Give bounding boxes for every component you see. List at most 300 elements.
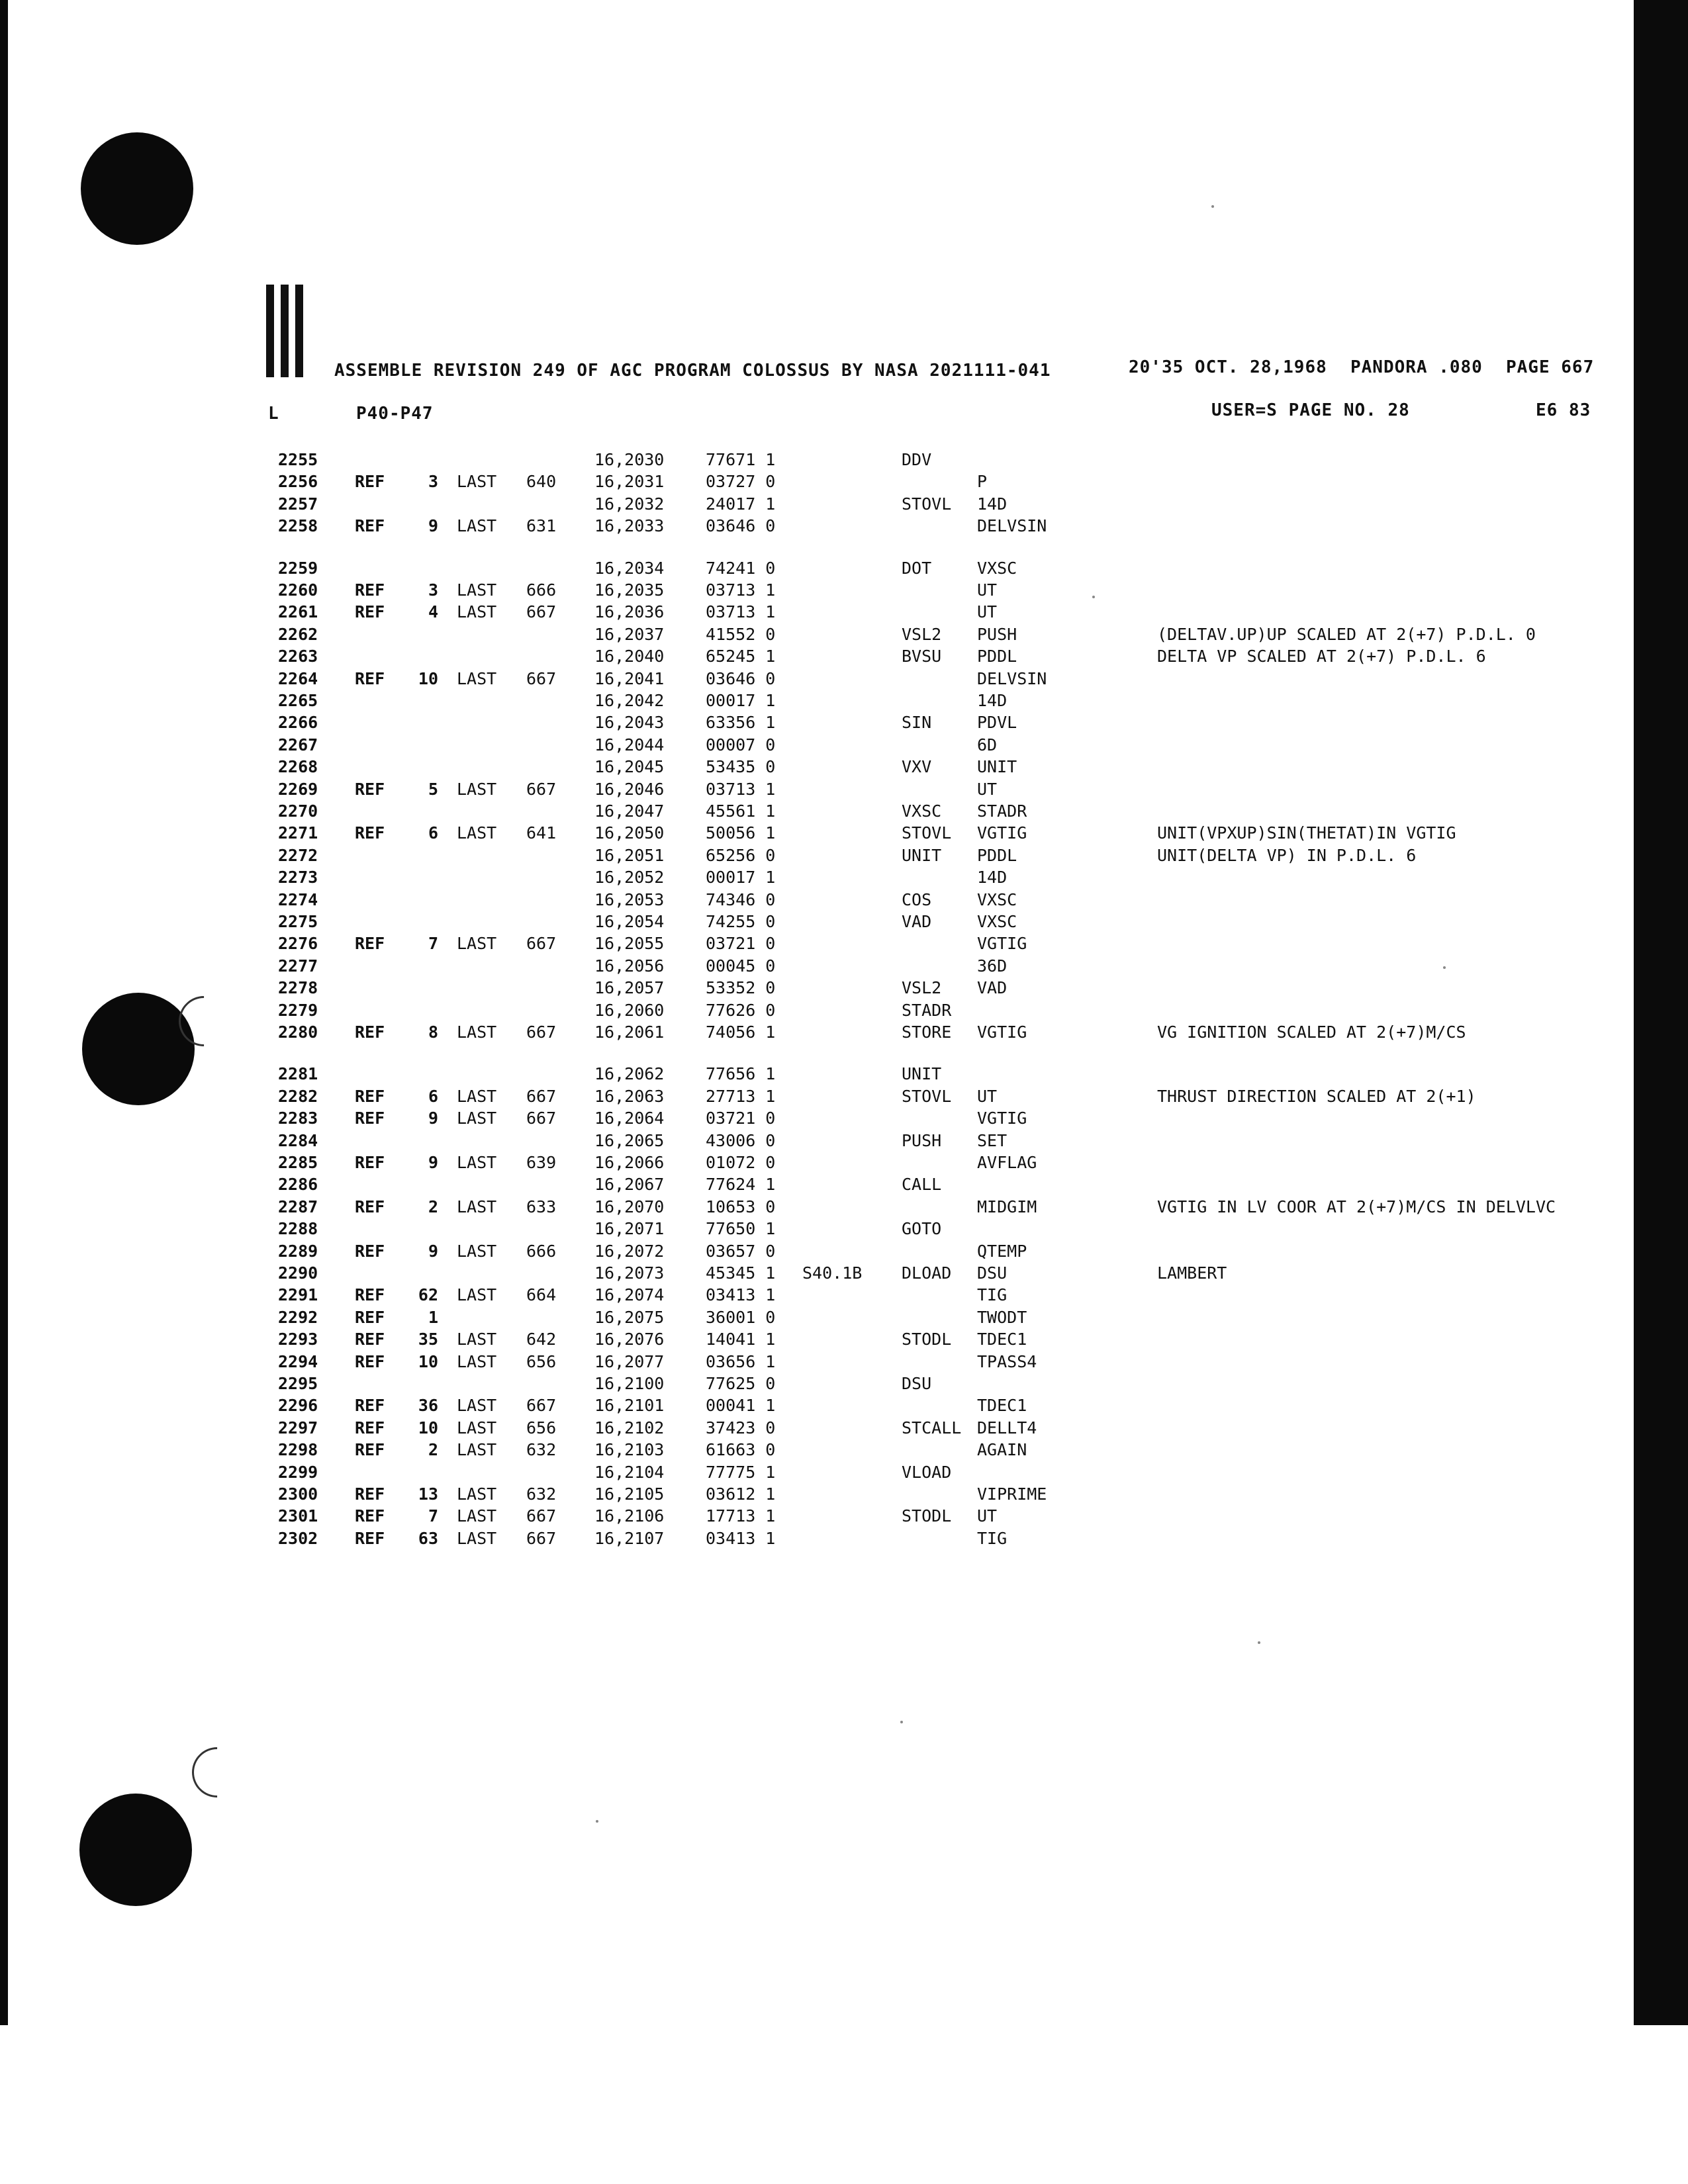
last-marker: LAST — [457, 823, 497, 843]
line-number: 2275 — [278, 912, 318, 931]
octal-word: 74255 0 — [706, 912, 776, 931]
octal-word: 45561 1 — [706, 801, 776, 821]
operand: 36D — [977, 956, 1008, 976]
line-number: 2259 — [278, 558, 318, 578]
opcode: DSU — [902, 1374, 932, 1393]
opcode: SIN — [902, 713, 932, 733]
scan-speck — [1258, 1641, 1260, 1644]
last-marker: LAST — [457, 1418, 497, 1437]
ref-count: 4 — [428, 602, 438, 622]
last-marker: LAST — [457, 934, 497, 954]
opcode: VSL2 — [902, 624, 942, 644]
last-page: 666 — [526, 580, 557, 600]
address: 16,2107 — [594, 1528, 665, 1548]
address: 16,2075 — [594, 1307, 665, 1327]
line-number: 2279 — [278, 1000, 318, 1020]
last-page: 656 — [526, 1351, 557, 1371]
ref-count: 2 — [428, 1440, 438, 1460]
operand: PDDL — [977, 647, 1017, 666]
operand: VGTIG — [977, 823, 1027, 843]
last-marker: LAST — [457, 1330, 497, 1349]
opcode: UNIT — [902, 845, 942, 865]
last-marker: LAST — [457, 779, 497, 799]
ref-marker: REF — [355, 1307, 385, 1327]
operand: SET — [977, 1130, 1008, 1150]
last-page: 641 — [526, 823, 557, 843]
ref-marker: REF — [355, 1396, 385, 1416]
comment: THRUST DIRECTION SCALED AT 2(+1) — [1157, 1086, 1476, 1106]
address: 16,2062 — [594, 1064, 665, 1084]
address: 16,2035 — [594, 580, 665, 600]
octal-word: 03713 1 — [706, 602, 776, 622]
left-marker: L — [268, 404, 279, 424]
address: 16,2046 — [594, 779, 665, 799]
opcode: STCALL — [902, 1418, 962, 1437]
address: 16,2036 — [594, 602, 665, 622]
last-marker: LAST — [457, 1528, 497, 1548]
last-page: 667 — [526, 1528, 557, 1548]
operand: 14D — [977, 691, 1008, 710]
address: 16,2031 — [594, 472, 665, 492]
ref-marker: REF — [355, 472, 385, 492]
last-page: 667 — [526, 934, 557, 954]
octal-word: 77624 1 — [706, 1175, 776, 1195]
opcode: GOTO — [902, 1219, 942, 1239]
line-number: 2276 — [278, 934, 318, 954]
line-number: 2292 — [278, 1307, 318, 1327]
opcode: STOVL — [902, 1086, 952, 1106]
octal-word: 61663 0 — [706, 1440, 776, 1460]
octal-word: 03713 1 — [706, 779, 776, 799]
octal-word: 65245 1 — [706, 647, 776, 666]
octal-word: 00045 0 — [706, 956, 776, 976]
octal-word: 03656 1 — [706, 1351, 776, 1371]
octal-word: 03646 0 — [706, 668, 776, 688]
line-number: 2260 — [278, 580, 318, 600]
address: 16,2061 — [594, 1023, 665, 1042]
last-page: 664 — [526, 1285, 557, 1305]
octal-word: 24017 1 — [706, 494, 776, 514]
operand: UNIT — [977, 757, 1017, 777]
last-marker: LAST — [457, 1351, 497, 1371]
ref-marker: REF — [355, 602, 385, 622]
line-number: 2294 — [278, 1351, 318, 1371]
address: 16,2101 — [594, 1396, 665, 1416]
address: 16,2104 — [594, 1462, 665, 1482]
address: 16,2106 — [594, 1506, 665, 1526]
punch-hole-top — [81, 132, 193, 245]
line-number: 2264 — [278, 668, 318, 688]
octal-word: 50056 1 — [706, 823, 776, 843]
octal-word: 27713 1 — [706, 1086, 776, 1106]
ref-count: 2 — [428, 1197, 438, 1216]
line-number: 2298 — [278, 1440, 318, 1460]
ref-count: 63 — [418, 1528, 438, 1548]
operand: PUSH — [977, 624, 1017, 644]
opcode: VLOAD — [902, 1462, 952, 1482]
ref-marker: REF — [355, 1241, 385, 1261]
opcode: BVSU — [902, 647, 942, 666]
octal-word: 43006 0 — [706, 1130, 776, 1150]
scan-speck — [1211, 205, 1214, 208]
last-page: 667 — [526, 1023, 557, 1042]
address: 16,2065 — [594, 1130, 665, 1150]
revision-code: E6 83 — [1536, 400, 1591, 420]
octal-word: 63356 1 — [706, 713, 776, 733]
octal-word: 74346 0 — [706, 889, 776, 909]
opcode: PUSH — [902, 1130, 942, 1150]
punch-hole-bottom — [79, 1794, 192, 1906]
operand: VXSC — [977, 558, 1017, 578]
operand: DELLT4 — [977, 1418, 1037, 1437]
operand: TPASS4 — [977, 1351, 1037, 1371]
opcode: VAD — [902, 912, 932, 931]
comment: (DELTAV.UP)UP SCALED AT 2(+7) P.D.L. 0 — [1157, 624, 1536, 644]
octal-word: 03713 1 — [706, 580, 776, 600]
operand: UT — [977, 602, 998, 622]
line-number: 2266 — [278, 713, 318, 733]
line-number: 2273 — [278, 868, 318, 887]
address: 16,2056 — [594, 956, 665, 976]
scan-speck — [1443, 966, 1446, 969]
operand: VGTIG — [977, 1023, 1027, 1042]
last-marker: LAST — [457, 472, 497, 492]
ref-count: 7 — [428, 934, 438, 954]
line-number: 2291 — [278, 1285, 318, 1305]
ref-marker: REF — [355, 1351, 385, 1371]
line-number: 2284 — [278, 1130, 318, 1150]
octal-word: 74056 1 — [706, 1023, 776, 1042]
ref-marker: REF — [355, 1153, 385, 1172]
opcode: CALL — [902, 1175, 942, 1195]
address: 16,2037 — [594, 624, 665, 644]
address: 16,2050 — [594, 823, 665, 843]
ref-count: 62 — [418, 1285, 438, 1305]
address: 16,2052 — [594, 868, 665, 887]
line-number: 2300 — [278, 1484, 318, 1504]
octal-word: 53435 0 — [706, 757, 776, 777]
octal-word: 41552 0 — [706, 624, 776, 644]
operand: TIG — [977, 1528, 1008, 1548]
octal-word: 00017 1 — [706, 868, 776, 887]
address: 16,2103 — [594, 1440, 665, 1460]
address: 16,2064 — [594, 1109, 665, 1128]
ref-count: 10 — [418, 668, 438, 688]
line-number: 2255 — [278, 450, 318, 469]
last-marker: LAST — [457, 1440, 497, 1460]
line-number: 2267 — [278, 735, 318, 754]
last-marker: LAST — [457, 1241, 497, 1261]
hole-mark-bottom — [181, 1737, 252, 1807]
ref-count: 36 — [418, 1396, 438, 1416]
operand: UT — [977, 1086, 998, 1106]
address: 16,2100 — [594, 1374, 665, 1393]
octal-word: 03721 0 — [706, 1109, 776, 1128]
last-marker: LAST — [457, 1484, 497, 1504]
operand: VXSC — [977, 912, 1017, 931]
line-number: 2288 — [278, 1219, 318, 1239]
comment: VGTIG IN LV COOR AT 2(+7)M/CS IN DELVLVC — [1157, 1197, 1556, 1216]
ref-count: 7 — [428, 1506, 438, 1526]
ref-count: 6 — [428, 1086, 438, 1106]
address: 16,2063 — [594, 1086, 665, 1106]
line-number: 2280 — [278, 1023, 318, 1042]
opcode: DLOAD — [902, 1263, 952, 1283]
address: 16,2066 — [594, 1153, 665, 1172]
comment: UNIT(DELTA VP) IN P.D.L. 6 — [1157, 845, 1417, 865]
address: 16,2077 — [594, 1351, 665, 1371]
operand: PDVL — [977, 713, 1017, 733]
address: 16,2034 — [594, 558, 665, 578]
last-marker: LAST — [457, 580, 497, 600]
last-marker: LAST — [457, 1396, 497, 1416]
last-marker: LAST — [457, 1285, 497, 1305]
address: 16,2054 — [594, 912, 665, 931]
operand: 14D — [977, 868, 1008, 887]
comment: LAMBERT — [1157, 1263, 1227, 1283]
operand: VIPRIME — [977, 1484, 1047, 1504]
address: 16,2045 — [594, 757, 665, 777]
scan-edge-right — [1634, 0, 1688, 2025]
ref-count: 10 — [418, 1351, 438, 1371]
scan-speck — [596, 1820, 598, 1823]
ref-marker: REF — [355, 1086, 385, 1106]
address: 16,2042 — [594, 691, 665, 710]
ref-marker: REF — [355, 668, 385, 688]
octal-word: 74241 0 — [706, 558, 776, 578]
octal-word: 00041 1 — [706, 1396, 776, 1416]
last-marker: LAST — [457, 1109, 497, 1128]
address: 16,2051 — [594, 845, 665, 865]
line-number: 2286 — [278, 1175, 318, 1195]
line-number: 2301 — [278, 1506, 318, 1526]
comment: VG IGNITION SCALED AT 2(+7)M/CS — [1157, 1023, 1466, 1042]
opcode: STODL — [902, 1506, 952, 1526]
line-number: 2287 — [278, 1197, 318, 1216]
opcode: STOVL — [902, 823, 952, 843]
statement-label: S40.1B — [802, 1263, 863, 1283]
listing-title: ASSEMBLE REVISION 249 OF AGC PROGRAM COLOSSUS BY NASA 2021111-041 — [334, 361, 1051, 381]
octal-word: 00017 1 — [706, 691, 776, 710]
line-number: 2263 — [278, 647, 318, 666]
line-number: 2274 — [278, 889, 318, 909]
ref-count: 3 — [428, 580, 438, 600]
opcode: VXSC — [902, 801, 942, 821]
ref-marker: REF — [355, 1528, 385, 1548]
last-page: 667 — [526, 602, 557, 622]
octal-word: 10653 0 — [706, 1197, 776, 1216]
operand: AGAIN — [977, 1440, 1027, 1460]
operand: DSU — [977, 1263, 1008, 1283]
last-page: 639 — [526, 1153, 557, 1172]
last-page: 667 — [526, 668, 557, 688]
octal-word: 77650 1 — [706, 1219, 776, 1239]
ref-marker: REF — [355, 1418, 385, 1437]
last-page: 631 — [526, 516, 557, 536]
line-number: 2302 — [278, 1528, 318, 1548]
ref-marker: REF — [355, 580, 385, 600]
last-marker: LAST — [457, 1086, 497, 1106]
line-number: 2268 — [278, 757, 318, 777]
opcode: STADR — [902, 1000, 952, 1020]
address: 16,2105 — [594, 1484, 665, 1504]
last-marker: LAST — [457, 602, 497, 622]
ref-marker: REF — [355, 1440, 385, 1460]
octal-word: 77625 0 — [706, 1374, 776, 1393]
operand: UT — [977, 1506, 998, 1526]
opcode: UNIT — [902, 1064, 942, 1084]
octal-word: 03612 1 — [706, 1484, 776, 1504]
address: 16,2102 — [594, 1418, 665, 1437]
opcode: VSL2 — [902, 978, 942, 998]
operand: UT — [977, 779, 998, 799]
address: 16,2074 — [594, 1285, 665, 1305]
octal-word: 03413 1 — [706, 1528, 776, 1548]
line-number: 2265 — [278, 691, 318, 710]
ref-count: 9 — [428, 1241, 438, 1261]
opcode: STORE — [902, 1023, 952, 1042]
line-number: 2261 — [278, 602, 318, 622]
ref-count: 3 — [428, 472, 438, 492]
operand: TDEC1 — [977, 1330, 1027, 1349]
ref-count: 9 — [428, 516, 438, 536]
line-number: 2293 — [278, 1330, 318, 1349]
last-page: 642 — [526, 1330, 557, 1349]
octal-word: 03413 1 — [706, 1285, 776, 1305]
last-marker: LAST — [457, 668, 497, 688]
line-number: 2283 — [278, 1109, 318, 1128]
address: 16,2044 — [594, 735, 665, 754]
line-number: 2282 — [278, 1086, 318, 1106]
address: 16,2070 — [594, 1197, 665, 1216]
operand: P — [977, 472, 988, 492]
address: 16,2076 — [594, 1330, 665, 1349]
line-number: 2271 — [278, 823, 318, 843]
line-number: 2296 — [278, 1396, 318, 1416]
punch-hole-middle — [82, 993, 195, 1105]
address: 16,2030 — [594, 450, 665, 469]
line-number: 2289 — [278, 1241, 318, 1261]
operand: VGTIG — [977, 934, 1027, 954]
section-label: P40-P47 — [356, 404, 434, 424]
opcode: STOVL — [902, 494, 952, 514]
last-page: 666 — [526, 1241, 557, 1261]
line-number: 2258 — [278, 516, 318, 536]
ref-marker: REF — [355, 1023, 385, 1042]
address: 16,2055 — [594, 934, 665, 954]
opcode: STODL — [902, 1330, 952, 1349]
operand: PDDL — [977, 845, 1017, 865]
operand: UT — [977, 580, 998, 600]
last-page: 667 — [526, 1396, 557, 1416]
scan-speck — [900, 1721, 903, 1723]
user-page-number: USER=S PAGE NO. 28 — [1211, 400, 1410, 420]
ref-count: 10 — [418, 1418, 438, 1437]
last-marker: LAST — [457, 1197, 497, 1216]
comment: UNIT(VPXUP)SIN(THETAT)IN VGTIG — [1157, 823, 1456, 843]
last-page: 667 — [526, 1109, 557, 1128]
address: 16,2040 — [594, 647, 665, 666]
line-number: 2277 — [278, 956, 318, 976]
operand: TIG — [977, 1285, 1008, 1305]
octal-word: 03727 0 — [706, 472, 776, 492]
line-number: 2278 — [278, 978, 318, 998]
ref-count: 13 — [418, 1484, 438, 1504]
ref-count: 6 — [428, 823, 438, 843]
operand: STADR — [977, 801, 1027, 821]
opcode: DDV — [902, 450, 932, 469]
last-page: 667 — [526, 779, 557, 799]
operand: TWODT — [977, 1307, 1027, 1327]
operand: VGTIG — [977, 1109, 1027, 1128]
operand: VAD — [977, 978, 1008, 998]
line-number: 2281 — [278, 1064, 318, 1084]
octal-word: 53352 0 — [706, 978, 776, 998]
last-page: 667 — [526, 1086, 557, 1106]
octal-word: 65256 0 — [706, 845, 776, 865]
last-marker: LAST — [457, 1023, 497, 1042]
binder-clip-mark — [266, 285, 307, 377]
last-page: 667 — [526, 1506, 557, 1526]
line-number: 2297 — [278, 1418, 318, 1437]
line-number: 2295 — [278, 1374, 318, 1393]
ref-count: 1 — [428, 1307, 438, 1327]
octal-word: 03721 0 — [706, 934, 776, 954]
last-marker: LAST — [457, 516, 497, 536]
octal-word: 36001 0 — [706, 1307, 776, 1327]
operand: 6D — [977, 735, 998, 754]
listing-timestamp: 20'35 OCT. 28,1968 — [1129, 357, 1327, 377]
operand: MIDGIM — [977, 1197, 1037, 1216]
ref-marker: REF — [355, 1197, 385, 1216]
line-number: 2257 — [278, 494, 318, 514]
address: 16,2057 — [594, 978, 665, 998]
operand: TDEC1 — [977, 1396, 1027, 1416]
ref-marker: REF — [355, 516, 385, 536]
address: 16,2067 — [594, 1175, 665, 1195]
ref-marker: REF — [355, 1484, 385, 1504]
last-page: 633 — [526, 1197, 557, 1216]
line-number: 2272 — [278, 845, 318, 865]
address: 16,2041 — [594, 668, 665, 688]
octal-word: 17713 1 — [706, 1506, 776, 1526]
ref-count: 8 — [428, 1023, 438, 1042]
operand: DELVSIN — [977, 516, 1047, 536]
address: 16,2032 — [594, 494, 665, 514]
ref-marker: REF — [355, 1285, 385, 1305]
octal-word: 77671 1 — [706, 450, 776, 469]
line-number: 2262 — [278, 624, 318, 644]
line-number: 2269 — [278, 779, 318, 799]
last-page: 632 — [526, 1440, 557, 1460]
ref-marker: REF — [355, 1506, 385, 1526]
octal-word: 14041 1 — [706, 1330, 776, 1349]
line-number: 2256 — [278, 472, 318, 492]
octal-word: 77656 1 — [706, 1064, 776, 1084]
last-page: 640 — [526, 472, 557, 492]
address: 16,2033 — [594, 516, 665, 536]
octal-word: 03657 0 — [706, 1241, 776, 1261]
line-number: 2285 — [278, 1153, 318, 1172]
octal-word: 45345 1 — [706, 1263, 776, 1283]
listing-page: PAGE 667 — [1506, 357, 1595, 377]
address: 16,2072 — [594, 1241, 665, 1261]
operand: AVFLAG — [977, 1153, 1037, 1172]
octal-word: 77626 0 — [706, 1000, 776, 1020]
address: 16,2060 — [594, 1000, 665, 1020]
opcode: COS — [902, 889, 932, 909]
ref-marker: REF — [355, 934, 385, 954]
